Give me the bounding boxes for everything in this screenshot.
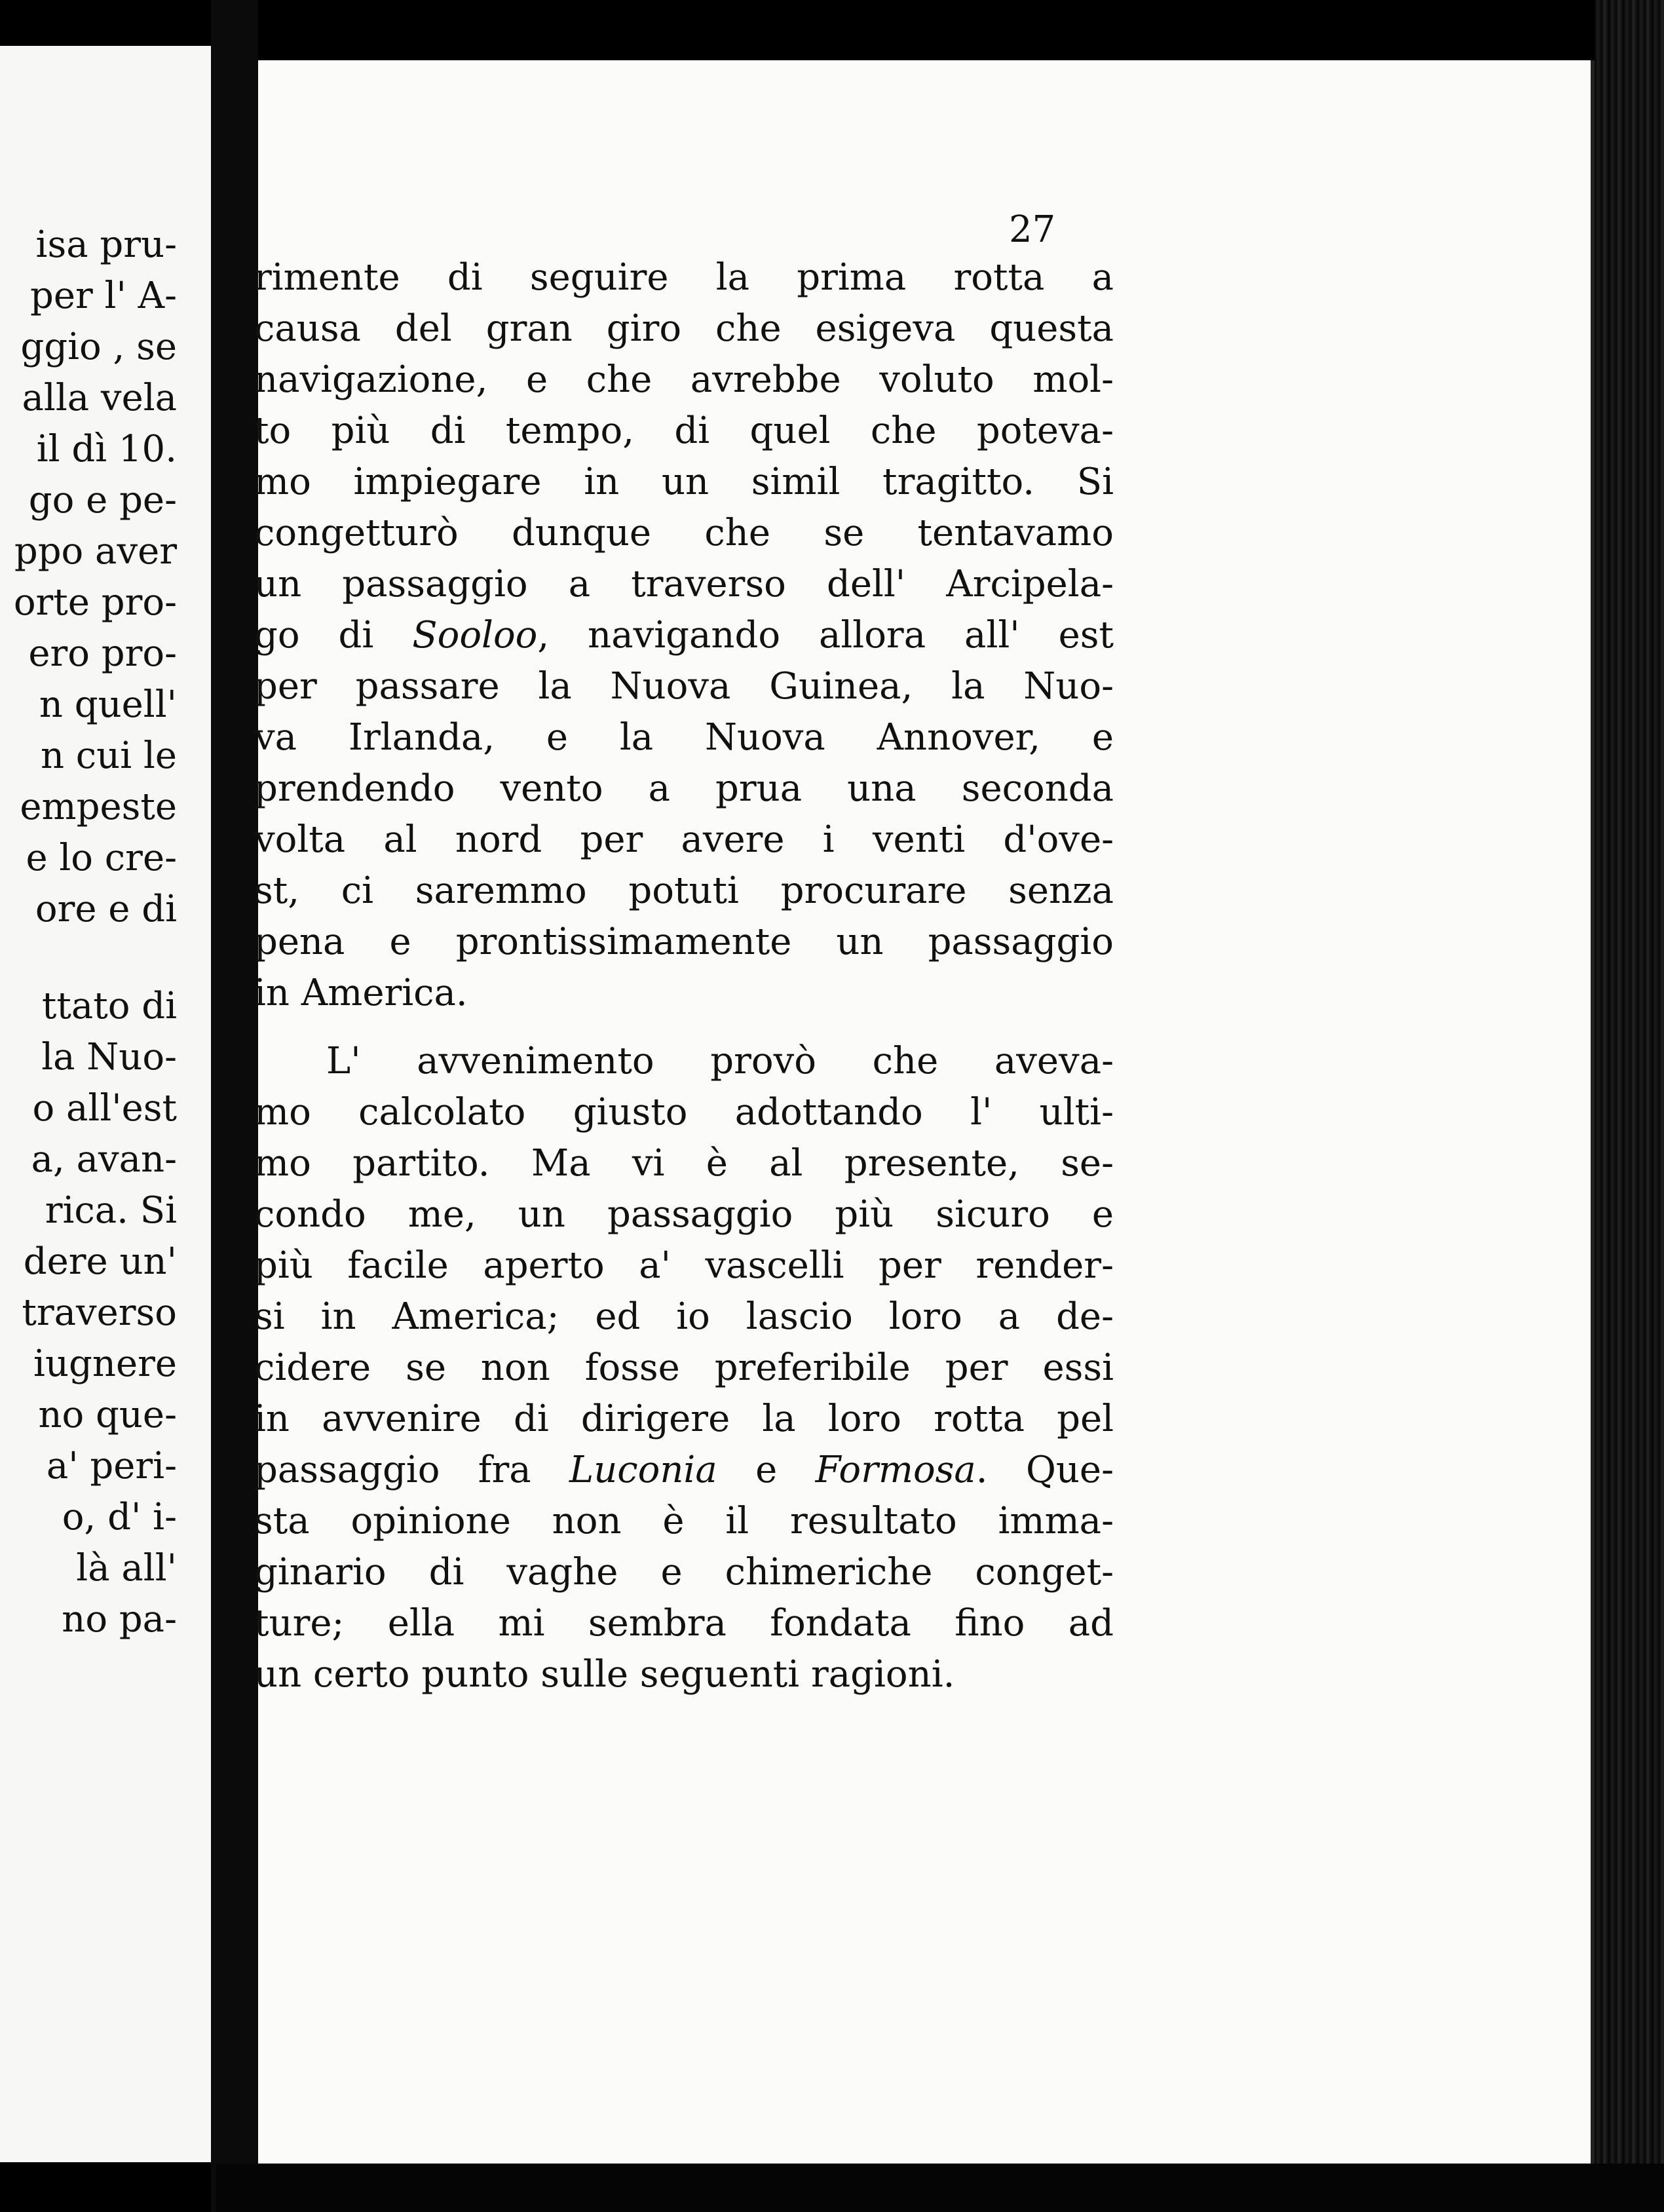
text-line — [254, 354, 1114, 406]
text-line: no que- — [38, 1394, 177, 1436]
text-line — [254, 1496, 1114, 1547]
text-line: alla vela — [22, 377, 177, 419]
text-line — [254, 610, 1114, 661]
text-run: go di — [254, 614, 413, 657]
text-run: mo partito. Ma vi è al presente, se- — [254, 1142, 1114, 1185]
text-line — [254, 1649, 1114, 1700]
text-line — [254, 1087, 1114, 1138]
text-run: va Irlanda, e la Nuova Annover, e — [254, 716, 1114, 759]
text-run: volta al nord per avere i venti d'ove- — [254, 818, 1114, 861]
text-line — [254, 866, 1114, 917]
text-run: per passare la Nuova Guinea, la Nuo- — [254, 665, 1114, 708]
text-run: ture; ella mi sembra fondata fino ad — [254, 1602, 1114, 1645]
text-line — [254, 252, 1114, 303]
text-line: per l' A- — [29, 275, 177, 317]
text-run: prendendo vento a prua una seconda — [254, 767, 1114, 810]
text-run: st, ci saremmo potuti procurare senza — [254, 869, 1114, 912]
text-line: dere un' — [23, 1240, 177, 1283]
text-line — [254, 1036, 1114, 1087]
text-line: rica. Si — [45, 1189, 177, 1232]
page-edge-right — [1595, 0, 1664, 2212]
text-run: passaggio fra — [254, 1449, 570, 1491]
text-run: congetturò dunque che se tentavamo — [254, 512, 1114, 554]
text-line: isa pru- — [35, 223, 177, 266]
book-gutter — [211, 0, 258, 2212]
text-line — [254, 1394, 1114, 1445]
text-line — [254, 917, 1114, 968]
left-page-text — [0, 219, 177, 1645]
text-line: traverso — [22, 1291, 177, 1334]
text-run: rimente di seguire la prima rotta a — [254, 256, 1114, 299]
text-line — [254, 508, 1114, 559]
text-run: , navigando allora all' est — [537, 614, 1114, 657]
page-number: 27 — [1009, 208, 1056, 251]
text-line: o all'est — [32, 1087, 177, 1130]
text-line: e lo cre- — [26, 837, 177, 879]
text-run: più facile aperto a' vascelli per render- — [254, 1244, 1114, 1287]
text-line: ttato di — [41, 985, 177, 1027]
text-run: L' avvenimento provò che aveva- — [326, 1040, 1114, 1082]
text-line — [254, 559, 1114, 610]
text-line: n quell' — [39, 683, 177, 726]
text-line: il dì 10. — [36, 428, 177, 470]
text-line — [254, 712, 1114, 763]
text-run: pena e prontissimamente un passaggio — [254, 921, 1114, 963]
text-line — [254, 1445, 1114, 1496]
text-line: a' peri- — [46, 1445, 177, 1487]
page-edge-bottom — [216, 2164, 1664, 2212]
text-run: e — [717, 1449, 816, 1491]
text-line — [254, 303, 1114, 354]
text-run: causa del gran giro che esigeva questa — [254, 307, 1114, 350]
text-line — [254, 1189, 1114, 1240]
text-line: o, d' i- — [62, 1496, 177, 1538]
text-line — [254, 968, 1114, 1019]
text-run: in avvenire di dirigere la loro rotta pel — [254, 1398, 1114, 1440]
text-run: sta opinione non è il resultato imma- — [254, 1500, 1114, 1542]
italic-place-name: Luconia — [569, 1449, 717, 1491]
text-line — [254, 1240, 1114, 1291]
text-line — [254, 1138, 1114, 1189]
text-run: to più di tempo, di quel che poteva- — [254, 410, 1114, 452]
text-line — [254, 1547, 1114, 1598]
text-line: la Nuo- — [41, 1036, 177, 1078]
text-line: là all' — [76, 1547, 177, 1590]
text-line: no pa- — [62, 1598, 177, 1641]
text-line: iugnere — [33, 1343, 177, 1385]
right-page-text — [254, 252, 1114, 1700]
text-run: cidere se non fosse preferibile per essi — [254, 1346, 1114, 1389]
text-line: ero pro- — [28, 632, 177, 675]
text-line — [254, 1291, 1114, 1343]
text-run: mo calcolato giusto adottando l' ulti- — [254, 1091, 1114, 1134]
text-line: ppo aver — [14, 530, 177, 573]
italic-place-name: Formosa — [815, 1449, 976, 1491]
text-line: orte pro- — [13, 581, 177, 624]
text-line: a, avan- — [31, 1138, 177, 1181]
text-line — [254, 1343, 1114, 1394]
text-run: condo me, un passaggio più sicuro e — [254, 1193, 1114, 1236]
text-run: navigazione, e che avrebbe voluto mol- — [254, 358, 1114, 401]
text-run: mo impiegare in un simil tragitto. Si — [254, 461, 1114, 503]
text-line — [254, 457, 1114, 508]
text-line: empeste — [20, 786, 177, 828]
text-line: n cui le — [40, 734, 177, 777]
text-run: un certo punto sulle seguenti ragioni. — [254, 1653, 955, 1696]
text-line: ore e di — [35, 888, 177, 930]
text-line — [254, 661, 1114, 712]
text-line — [254, 406, 1114, 457]
text-run: in America. — [254, 972, 468, 1014]
text-line — [254, 814, 1114, 866]
italic-place-name: Sooloo — [412, 614, 538, 657]
text-line — [254, 1598, 1114, 1649]
text-line: ggio , se — [20, 326, 177, 368]
text-run: . Que- — [975, 1449, 1114, 1491]
line-gap — [0, 935, 177, 981]
text-run: ginario di vaghe e chimeriche conget- — [254, 1551, 1114, 1593]
text-run: si in America; ed io lascio loro a de- — [254, 1295, 1114, 1338]
text-line: go e pe- — [28, 479, 177, 522]
text-run: un passaggio a traverso dell' Arcipela- — [254, 563, 1114, 605]
text-line — [254, 763, 1114, 814]
